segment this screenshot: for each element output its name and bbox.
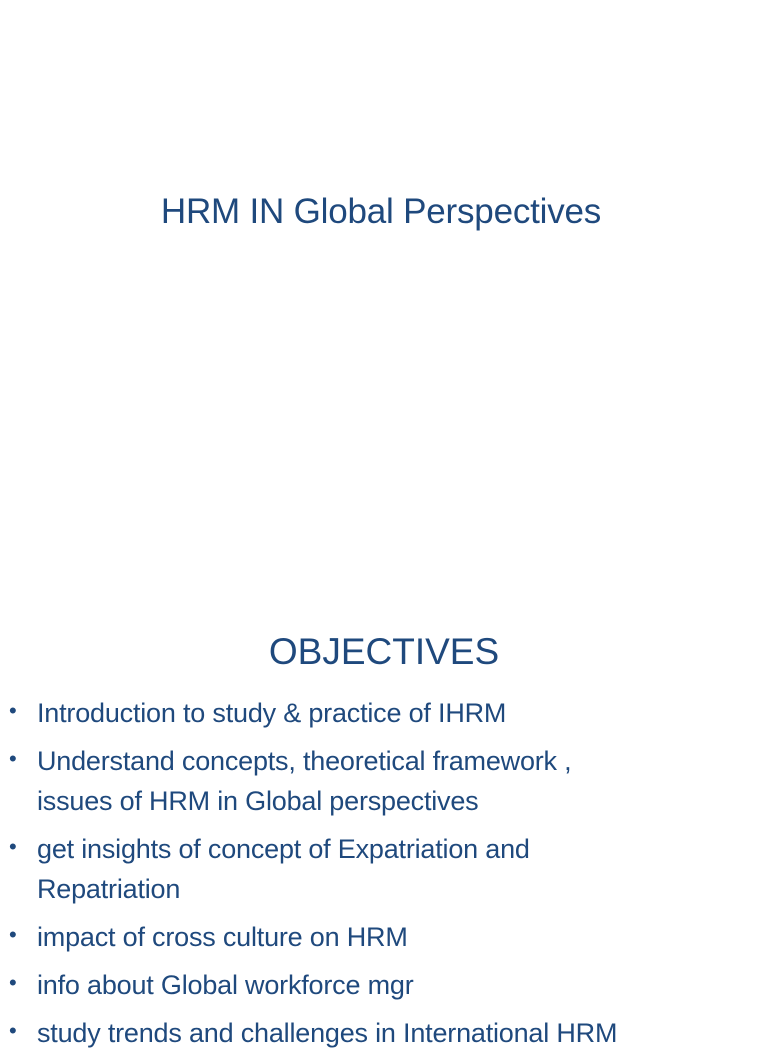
objective-item bbox=[0, 1013, 768, 1053]
objective-text-line: study trends and challenges in International HRM bbox=[37, 1018, 618, 1048]
bullet-icon: • bbox=[9, 1018, 17, 1043]
objective-item bbox=[0, 917, 768, 957]
objective-item bbox=[0, 741, 768, 821]
objective-text-line: Understand concepts, theoretical framework , bbox=[37, 746, 572, 776]
objective-text-line: impact of cross culture on HRM bbox=[37, 922, 408, 952]
objective-text-line: Introduction to study & practice of IHRM bbox=[37, 698, 507, 728]
objective-item bbox=[0, 693, 768, 733]
objectives-heading: OBJECTIVES bbox=[268, 631, 500, 672]
page-title: HRM IN Global Perspectives bbox=[160, 192, 602, 231]
objective-text-line: info about Global workforce mgr bbox=[37, 970, 414, 1000]
objective-text-line: Repatriation bbox=[37, 874, 181, 904]
objective-text-line: issues of HRM in Global perspectives bbox=[37, 786, 479, 816]
objective-item bbox=[0, 965, 768, 1005]
objective-text-line: get insights of concept of Expatriation and bbox=[37, 834, 530, 864]
objective-item bbox=[0, 829, 768, 909]
bullet-icon: • bbox=[9, 698, 17, 723]
bullet-icon: • bbox=[9, 834, 17, 859]
bullet-icon: • bbox=[9, 746, 17, 771]
bullet-icon: • bbox=[9, 922, 17, 947]
bullet-icon: • bbox=[9, 970, 17, 995]
objectives-list bbox=[0, 693, 768, 1061]
